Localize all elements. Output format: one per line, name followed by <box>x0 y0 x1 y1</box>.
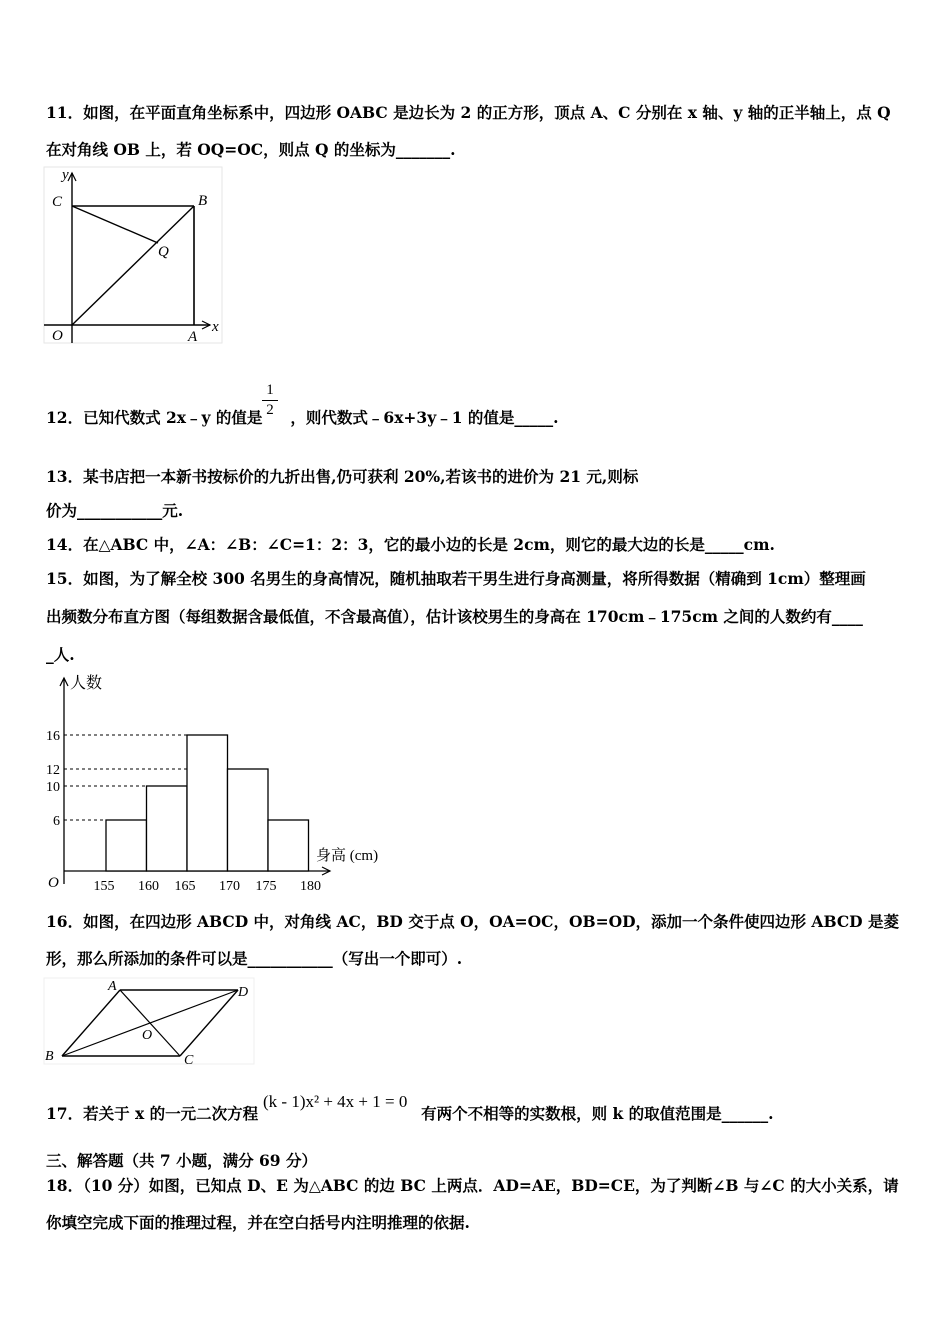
hist-ytick-label: 6 <box>53 814 60 829</box>
hist-bar <box>147 786 188 871</box>
hist-xtick-label: 175 <box>255 879 277 894</box>
hist-bar <box>268 820 309 871</box>
q12-fraction <box>262 382 278 419</box>
q16-figure <box>42 976 262 1070</box>
q11-figure <box>42 165 232 349</box>
q13-line1: 13．某书店把一本新书按标价的九折出售,仍可获利 20%,若该书的进价为 21 元,则标 <box>46 467 639 486</box>
q16-label-a: A <box>108 979 117 994</box>
q12-frac-denominator: 2 <box>266 402 274 418</box>
q11-diagonal-ob <box>72 206 194 325</box>
hist-xtick-label: 155 <box>93 879 115 894</box>
hist-ylabel: 人数 <box>70 675 103 692</box>
q11-line2: 在对角线 OB 上，若 OQ=OC，则点 Q 的坐标为_______. <box>46 140 456 159</box>
q11-label-b: B <box>198 193 208 209</box>
section3-title: 三、解答题（共 7 小题，满分 69 分） <box>46 1151 317 1170</box>
q12-line <box>46 408 559 428</box>
q11-label-o: O <box>52 328 63 344</box>
q12-before: 12．已知代数式 2x﹣y 的值是 <box>46 408 263 427</box>
q11-label-q: Q <box>158 244 169 260</box>
q12-after: ，则代数式﹣6x+3y﹣1 的值是_____. <box>290 408 559 427</box>
hist-xtick-label: 165 <box>174 879 196 894</box>
q18-line2: 你填空完成下面的推理过程，并在空白括号内注明推理的依据. <box>46 1213 470 1232</box>
q14-text: 14．在△ABC 中，∠A：∠B：∠C=1：2：3，它的最小边的长是 2cm，则它的最大边的长是_____cm. <box>46 535 775 554</box>
q11-label-x: x <box>212 319 219 335</box>
q11-line1: 11．如图，在平面直角坐标系中，四边形 OABC 是边长为 2 的正方形，顶点 A、C 分别在 x 轴、y 轴的正半轴上，点 Q <box>46 103 891 122</box>
q13-line2: 价为___________元. <box>46 501 184 520</box>
hist-xtick-label: 170 <box>219 879 240 894</box>
hist-ytick-label: 12 <box>46 763 60 778</box>
q16-label-c: C <box>184 1053 194 1066</box>
hist-xtick-label: 180 <box>300 879 321 894</box>
q17-formula: (k - 1)x² + 4x + 1 = 0 <box>263 1092 408 1111</box>
q17-line <box>46 1104 774 1124</box>
q18-line1: 18．（10 分）如图，已知点 D、E 为△ABC 的边 BC 上两点．AD=AE，BD=CE，为了判断∠B 与∠C 的大小关系，请 <box>46 1176 899 1195</box>
q11-label-c: C <box>52 194 63 210</box>
q16-label-b: B <box>45 1049 54 1064</box>
hist-bar <box>106 820 147 871</box>
q16-line1: 16．如图，在四边形 ABCD 中，对角线 AC，BD 交于点 O，OA=OC，OB=OD，添加一个条件使四边形 ABCD 是菱 <box>46 912 900 931</box>
hist-bar <box>187 735 228 871</box>
q15-line1: 15．如图，为了解全校 300 名男生的身高情况，随机抽取若干男生进行身高测量，将所得数据（精确到 1cm）整理画 <box>46 569 866 588</box>
q11-label-a: A <box>188 329 198 345</box>
q16-label-o: O <box>142 1028 153 1043</box>
q16-line2: 形，那么所添加的条件可以是___________（写出一个即可）. <box>46 949 463 968</box>
q15-line2: 出频数分布直方图（每组数据含最低值，不含最高值），估计该校男生的身高在 170cm﹣175cm 之间的人数约有____ <box>46 607 863 626</box>
q16-diagonal-bd <box>62 990 238 1056</box>
q11-label-y: y <box>62 167 69 183</box>
q17-after: 有两个不相等的实数根，则 k 的取值范围是______. <box>421 1104 774 1123</box>
q17-before: 17．若关于 x 的一元二次方程 <box>46 1104 259 1123</box>
q12-frac-numerator: 1 <box>266 382 274 398</box>
hist-bar <box>228 769 269 871</box>
q16-label-d: D <box>238 985 249 1000</box>
q11-segment-cq <box>72 206 158 243</box>
hist-xlabel: 身高 (cm) <box>316 848 379 864</box>
hist-xtick-label: 160 <box>138 879 159 894</box>
hist-ytick-label: 10 <box>46 780 60 795</box>
q15-histogram <box>42 668 392 900</box>
hist-origin: O <box>48 875 59 891</box>
q15-line3: _人. <box>46 645 75 664</box>
hist-ytick-label: 16 <box>46 729 60 744</box>
